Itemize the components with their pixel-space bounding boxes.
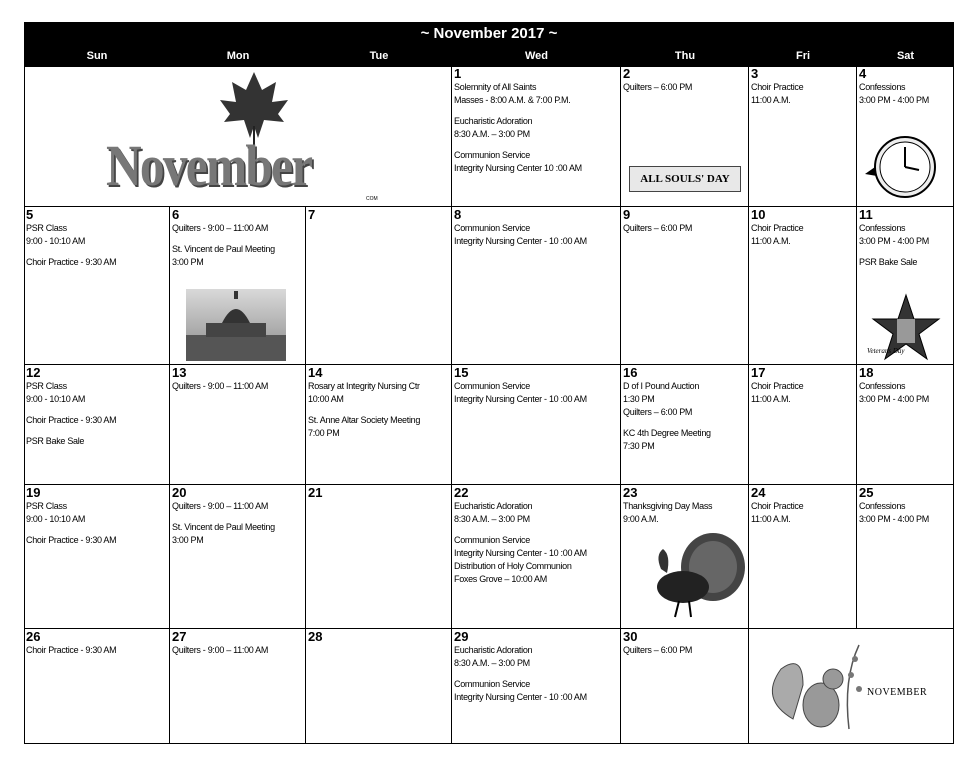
banner-credit: COM [366, 196, 378, 202]
event-line: St. Vincent de Paul Meeting [172, 244, 275, 254]
day-number: 11 [859, 207, 873, 222]
day-number: 18 [859, 365, 874, 380]
event-line: PSR Class [26, 223, 67, 233]
event-line: D of I Pound Auction [623, 381, 700, 391]
day-number: 7 [308, 207, 316, 222]
weekday-header [24, 46, 954, 66]
event-line: PSR Class [26, 501, 67, 511]
day-cell-25 [857, 485, 954, 629]
event-line: Choir Practice [751, 223, 804, 233]
event-line: Quilters – 6:00 PM [623, 645, 693, 655]
event-line: 10:00 AM [308, 394, 344, 404]
event-line: Integrity Nursing Center 10 :00 AM [454, 163, 582, 173]
event-line: 9:00 - 10:10 AM [26, 514, 86, 524]
day-cell-28 [306, 629, 452, 744]
calendar-grid [24, 66, 954, 744]
event-spacer [859, 248, 951, 256]
event-line: Communion Service [454, 223, 530, 233]
event-spacer [454, 141, 618, 149]
day-number: 22 [454, 485, 469, 500]
event-line: Integrity Nursing Center - 10 :00 AM [454, 236, 587, 246]
event-line: 7:00 PM [308, 428, 340, 438]
day-number: 10 [751, 207, 766, 222]
event-line: Confessions [859, 223, 906, 233]
weekday-wed: Wed [524, 50, 549, 62]
event-line: 11:00 A.M. [751, 394, 791, 404]
day-cell-9 [621, 207, 749, 365]
day-cell-3 [749, 66, 857, 207]
event-line: 8:30 A.M. – 3:00 PM [454, 514, 530, 524]
event-spacer [26, 248, 167, 256]
day-number: 27 [172, 629, 187, 644]
event-line: Foxes Grove – 10:00 AM [454, 574, 547, 584]
event-spacer [26, 406, 167, 414]
event-line: 9:00 - 10:10 AM [26, 394, 86, 404]
event-spacer [172, 235, 303, 243]
weekday-thu: Thu [674, 50, 696, 62]
event-line: Choir Practice - 9:30 AM [26, 645, 117, 655]
event-spacer [26, 427, 167, 435]
day-cell-7 [306, 207, 452, 365]
event-spacer [454, 670, 618, 678]
event-line: KC 4th Degree Meeting [623, 428, 711, 438]
event-line: 7:30 PM [623, 441, 655, 451]
day-cell-14 [306, 365, 452, 485]
day-number: 21 [308, 485, 323, 500]
event-line: Distribution of Holy Communion [454, 561, 572, 571]
day-cell-22 [452, 485, 621, 629]
event-line: 3:00 PM - 4:00 PM [859, 394, 929, 404]
day-number: 4 [859, 66, 867, 81]
event-line: Quilters - 9:00 – 11:00 AM [172, 223, 269, 233]
event-line: Confessions [859, 381, 906, 391]
event-line: Confessions [859, 501, 906, 511]
weekday-tue: Tue [369, 50, 389, 62]
day-number: 2 [623, 66, 631, 81]
event-line: Confessions [859, 82, 906, 92]
all-souls-day-label: ALL SOULS' DAY [629, 166, 741, 192]
event-line: Quilters – 6:00 PM [623, 82, 693, 92]
event-spacer [26, 526, 167, 534]
day-cell-27 [170, 629, 306, 744]
day-number: 13 [172, 365, 187, 380]
event-line: Choir Practice [751, 381, 804, 391]
day-number: 6 [172, 207, 180, 222]
day-number: 8 [454, 207, 462, 222]
event-line: Choir Practice - 9:30 AM [26, 535, 117, 545]
day-cell-11 [857, 207, 954, 365]
event-line: 11:00 A.M. [751, 95, 791, 105]
event-line: Rosary at Integrity Nursing Ctr [308, 381, 420, 391]
calendar [24, 22, 954, 744]
day-number: 30 [623, 629, 638, 644]
day-cell-26 [24, 629, 170, 744]
event-line: Communion Service [454, 679, 530, 689]
day-number: 20 [172, 485, 187, 500]
event-spacer [308, 406, 449, 414]
day-cell-20 [170, 485, 306, 629]
event-line: 3:00 PM [172, 257, 204, 267]
squirrel-november-label: NOVEMBER [867, 687, 928, 698]
st-peters-basilica-image [186, 289, 286, 361]
day-cell-30 [621, 629, 749, 744]
event-line: Solemnity of All Saints [454, 82, 537, 92]
event-line: St. Anne Altar Society Meeting [308, 415, 421, 425]
event-spacer [454, 526, 618, 534]
event-line: Integrity Nursing Center - 10 :00 AM [454, 692, 587, 702]
event-line: Eucharistic Adoration [454, 645, 533, 655]
day-number: 1 [454, 66, 462, 81]
event-line: Thanksgiving Day Mass [623, 501, 713, 511]
event-line: 3:00 PM - 4:00 PM [859, 95, 929, 105]
day-number: 24 [751, 485, 766, 500]
event-line: 1:30 PM [623, 394, 655, 404]
day-cell-23 [621, 485, 749, 629]
weekday-mon: Mon [226, 50, 250, 62]
event-spacer [172, 513, 303, 521]
event-line: Quilters - 9:00 – 11:00 AM [172, 381, 269, 391]
event-line: 3:00 PM - 4:00 PM [859, 236, 929, 246]
weekday-sun: Sun [86, 50, 108, 62]
event-line: Masses - 8:00 A.M. & 7:00 P.M. [454, 95, 571, 105]
day-number: 9 [623, 207, 631, 222]
november-wordart: November [106, 133, 312, 198]
day-cell-4 [857, 66, 954, 207]
event-line: Communion Service [454, 150, 530, 160]
event-line: Eucharistic Adoration [454, 501, 533, 511]
event-line: Quilters – 6:00 PM [623, 223, 693, 233]
day-number: 12 [26, 365, 41, 380]
event-line: 11:00 A.M. [751, 236, 791, 246]
event-line: Choir Practice - 9:30 AM [26, 415, 117, 425]
day-number: 3 [751, 66, 759, 81]
weekday-sat: Sat [896, 50, 915, 62]
event-line: 8:30 A.M. – 3:00 PM [454, 658, 530, 668]
event-line: Eucharistic Adoration [454, 116, 533, 126]
day-cell-1 [452, 66, 621, 207]
event-line: 9:00 - 10:10 AM [26, 236, 86, 246]
turkey-icon [643, 529, 747, 621]
event-line: 8:30 A.M. – 3:00 PM [454, 129, 530, 139]
day-cell-19 [24, 485, 170, 629]
day-number: 28 [308, 629, 323, 644]
day-cell-15 [452, 365, 621, 485]
day-number: 14 [308, 365, 323, 380]
event-line: PSR Bake Sale [859, 257, 918, 267]
day-cell-17 [749, 365, 857, 485]
day-cell-21 [306, 485, 452, 629]
day-cell-18 [857, 365, 954, 485]
day-number: 16 [623, 365, 638, 380]
november-banner [24, 66, 452, 207]
day-number: 26 [26, 629, 41, 644]
event-line: Quilters - 9:00 – 11:00 AM [172, 501, 269, 511]
day-cell-10 [749, 207, 857, 365]
day-cell-8 [452, 207, 621, 365]
event-line: Communion Service [454, 381, 530, 391]
clock-icon [863, 134, 943, 200]
squirrel-icon [763, 639, 873, 737]
day-cell-24 [749, 485, 857, 629]
day-number: 25 [859, 485, 874, 500]
day-number: 5 [26, 207, 34, 222]
event-line: Integrity Nursing Center - 10 :00 AM [454, 548, 587, 558]
event-line: PSR Bake Sale [26, 436, 85, 446]
day-number: 19 [26, 485, 41, 500]
event-spacer [454, 107, 618, 115]
day-cell-16 [621, 365, 749, 485]
day-cell-12 [24, 365, 170, 485]
day-cell-5 [24, 207, 170, 365]
event-line: 3:00 PM [172, 535, 204, 545]
event-line: Choir Practice [751, 501, 804, 511]
event-line: Choir Practice [751, 82, 804, 92]
squirrel-november-art [749, 629, 954, 744]
day-cell-29 [452, 629, 621, 744]
event-line: PSR Class [26, 381, 67, 391]
event-line: Communion Service [454, 535, 530, 545]
day-number: 15 [454, 365, 469, 380]
calendar-title: ~ November 2017 ~ [24, 22, 954, 46]
day-number: 17 [751, 365, 766, 380]
event-line: Quilters – 6:00 PM [623, 407, 693, 417]
veterans-day-label: Veterans Day [867, 347, 905, 355]
event-line: Quilters - 9:00 – 11:00 AM [172, 645, 269, 655]
day-number: 29 [454, 629, 469, 644]
event-spacer [623, 419, 746, 427]
day-number: 23 [623, 485, 638, 500]
event-line: 11:00 A.M. [751, 514, 791, 524]
event-line: Integrity Nursing Center - 10 :00 AM [454, 394, 587, 404]
event-line: St. Vincent de Paul Meeting [172, 522, 275, 532]
day-cell-2 [621, 66, 749, 207]
event-line: Choir Practice - 9:30 AM [26, 257, 117, 267]
event-line: 3:00 PM - 4:00 PM [859, 514, 929, 524]
event-line: 9:00 A.M. [623, 514, 659, 524]
day-cell-13 [170, 365, 306, 485]
day-cell-6 [170, 207, 306, 365]
weekday-fri: Fri [795, 50, 811, 62]
